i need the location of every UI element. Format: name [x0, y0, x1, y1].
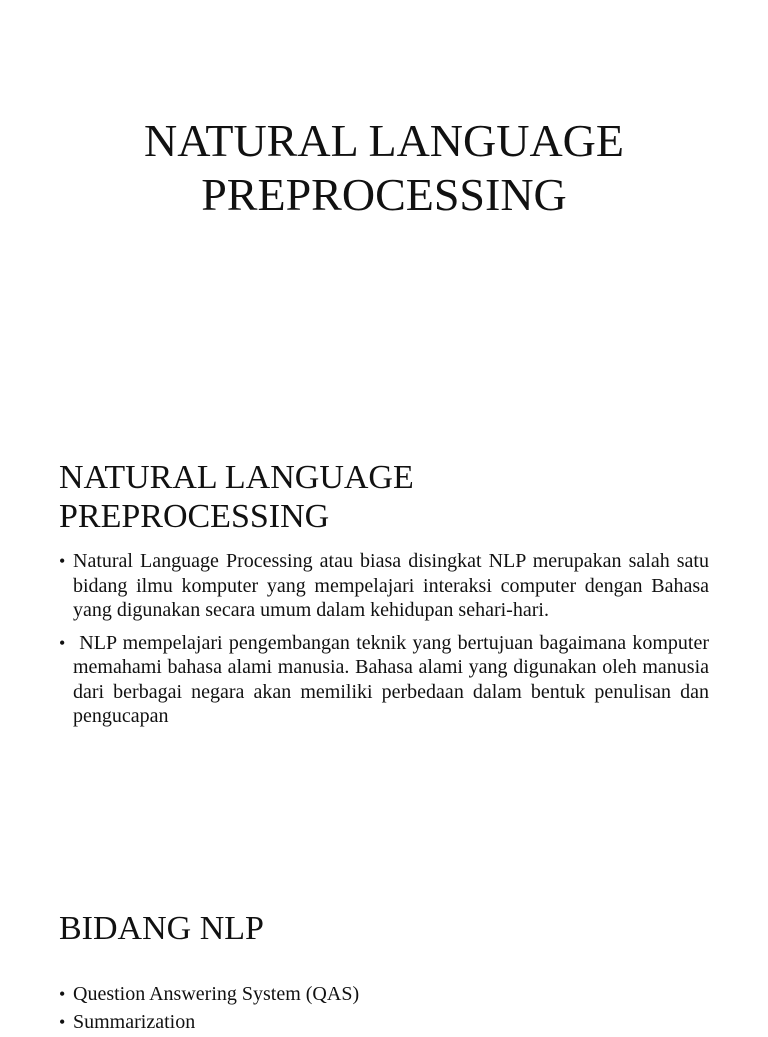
slide-title-line-2: PREPROCESSING — [201, 169, 567, 220]
bullet-marker: • — [59, 1011, 66, 1032]
slide-title-line-1: NATURAL LANGUAGE — [144, 115, 624, 166]
content-slide-nlp — [0, 440, 768, 880]
bullet-list — [59, 982, 709, 1037]
bullet-marker: • — [59, 984, 66, 1004]
bullet-marker: • — [59, 632, 66, 653]
title-slide — [0, 0, 768, 440]
bullet-text: Question Answering System (QAS) — [73, 983, 360, 1005]
bullet-item — [59, 982, 709, 1007]
slide-heading-line-2: PREPROCESSING — [59, 498, 330, 535]
slide-heading: BIDANG NLP — [59, 910, 264, 947]
slide-title — [0, 114, 768, 222]
bullet-list — [59, 549, 715, 737]
bullet-marker: • — [59, 551, 66, 571]
bullet-item — [59, 1010, 709, 1035]
content-slide-bidang-nlp — [0, 880, 768, 1033]
bullet-item — [59, 549, 709, 623]
bullet-item — [59, 631, 715, 729]
bullet-text: NLP mempelajari pengembangan teknik yang bertujuan bagaimana komputer memahami bahasa alami manusia. Bahasa alami yang digunakan oleh manusia dari berbagai negara akan memiliki perbedaan dalam bentuk penulisan dan pengucapan — [73, 631, 715, 727]
bullet-text: Natural Language Processing atau biasa disingkat NLP merupakan salah satu bidang ilmu komputer yang mempelajari interaksi computer dengan Bahasa yang digunakan secara umum dalam kehidupan sehari-hari. — [73, 550, 709, 621]
slide-heading — [59, 458, 414, 536]
bullet-text: Summarization — [73, 1010, 196, 1033]
slide-heading-line-1: NATURAL LANGUAGE — [59, 459, 414, 496]
